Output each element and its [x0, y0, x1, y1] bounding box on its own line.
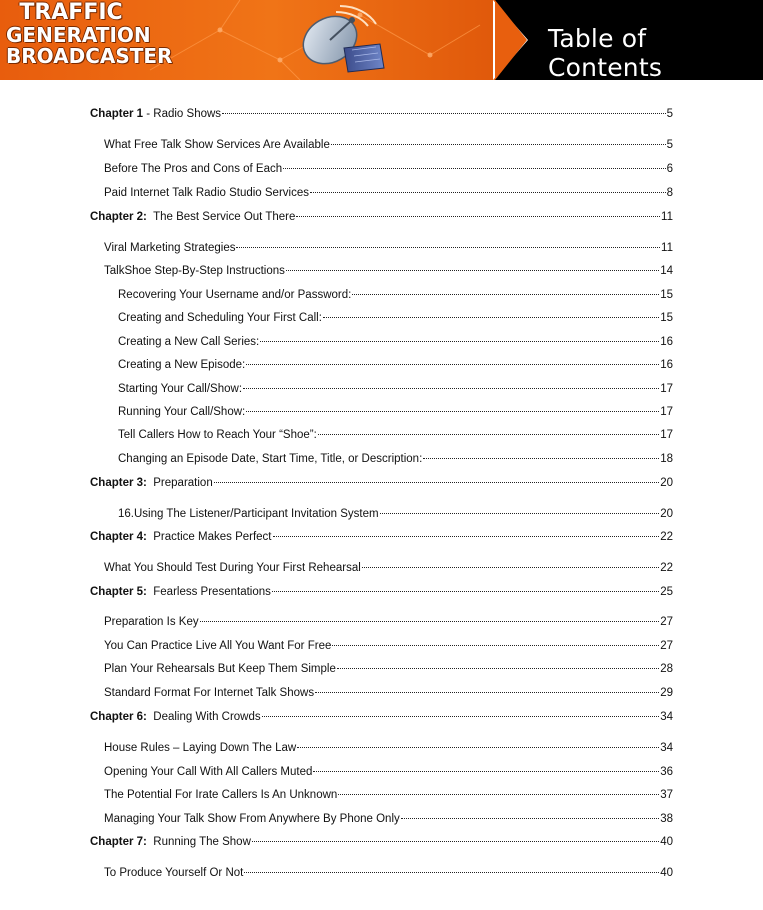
toc-page-number: 22 — [660, 531, 673, 543]
dot-leader — [286, 270, 659, 271]
toc-entry[interactable] — [118, 406, 673, 422]
toc-page-number: 17 — [660, 406, 673, 418]
toc-entry-title: Opening Your Call With All Callers Muted — [104, 766, 313, 778]
dot-leader — [380, 513, 660, 514]
dot-leader — [252, 841, 659, 842]
toc-page-number: 36 — [660, 766, 673, 778]
dot-leader — [310, 192, 666, 193]
toc-page-number: 5 — [666, 108, 673, 120]
dot-leader — [260, 341, 659, 342]
toc-entry-title: Radio Shows — [153, 108, 222, 120]
toc-entry-title: Viral Marketing Strategies — [104, 242, 236, 254]
toc-chapter-separator: - — [143, 108, 154, 120]
toc-page-number: 11 — [661, 242, 673, 254]
toc-entry-title: Before The Pros and Cons of Each — [104, 163, 283, 175]
toc-entry[interactable] — [104, 163, 673, 179]
toc-entry[interactable] — [104, 742, 673, 758]
toc-entry[interactable] — [104, 562, 673, 578]
toc-page-number: 34 — [660, 711, 673, 723]
toc-page-number: 40 — [660, 836, 673, 848]
satellite-dish-icon — [292, 4, 392, 78]
toc-entry[interactable] — [118, 312, 673, 328]
dot-leader — [337, 668, 659, 669]
toc-entry-title: Fearless Presentations — [153, 586, 271, 598]
toc-chapter-entry[interactable] — [90, 477, 673, 493]
toc-entry-title: Changing an Episode Date, Start Time, Title, or Description: — [118, 453, 423, 465]
logo-line-1: TRAFFIC — [19, 0, 123, 25]
toc-entry[interactable] — [104, 640, 673, 656]
dot-leader — [315, 692, 659, 693]
brand-logo — [6, 0, 173, 68]
toc-chapter-entry[interactable] — [90, 711, 673, 727]
toc-page-number: 28 — [660, 663, 673, 675]
toc-chapter-label: Chapter 1 — [90, 108, 144, 120]
toc-entry[interactable] — [104, 663, 673, 679]
toc-entry[interactable] — [104, 616, 673, 632]
toc-entry-title: Dealing With Crowds — [153, 711, 261, 723]
toc-page-number: 40 — [660, 867, 673, 879]
toc-entry-title: The Potential For Irate Callers Is An Unknown — [104, 789, 338, 801]
dot-leader — [401, 818, 659, 819]
toc-entry[interactable] — [104, 766, 673, 782]
toc-chapter-entry[interactable] — [90, 211, 673, 227]
page-title: Table of Contents — [548, 24, 663, 80]
toc-entry[interactable] — [118, 289, 673, 305]
toc-entry[interactable] — [104, 813, 673, 829]
toc-entry-title: Tell Callers How to Reach Your “Shoe”: — [118, 429, 317, 441]
toc-entry-title: House Rules – Laying Down The Law — [104, 742, 297, 754]
dot-leader — [297, 747, 659, 748]
toc-entry-title: 16.Using The Listener/Participant Invitation System — [118, 508, 379, 520]
toc-page-number: 15 — [660, 289, 673, 301]
dot-leader — [243, 388, 659, 389]
dot-leader — [332, 645, 659, 646]
dot-leader — [262, 716, 660, 717]
toc-entry[interactable] — [104, 265, 673, 281]
toc-page-number: 16 — [660, 359, 673, 371]
toc-entry[interactable] — [118, 453, 673, 469]
toc-chapter-label: Chapter 5: — [90, 586, 147, 598]
dot-leader — [236, 247, 660, 248]
toc-chapter-entry[interactable] — [90, 108, 673, 124]
toc-chapter-entry[interactable] — [90, 531, 673, 547]
toc-chapter-label: Chapter 6: — [90, 711, 147, 723]
toc-page-number: 8 — [666, 187, 673, 199]
toc-entry-title: Creating a New Episode: — [118, 359, 246, 371]
toc-page-number: 15 — [660, 312, 673, 324]
toc-page-number: 6 — [666, 163, 673, 175]
toc-entry-title: Managing Your Talk Show From Anywhere By Phone Only — [104, 813, 400, 825]
toc-page-number: 17 — [660, 429, 673, 441]
dot-leader — [423, 458, 659, 459]
toc-entry[interactable] — [104, 242, 673, 258]
toc-entry[interactable] — [104, 687, 673, 703]
toc-entry-title: Recovering Your Username and/or Password: — [118, 289, 352, 301]
header-banner — [0, 0, 763, 80]
toc-page-number: 22 — [660, 562, 673, 574]
toc-entry-title: Practice Makes Perfect — [153, 531, 272, 543]
toc-page-number: 38 — [660, 813, 673, 825]
dot-leader — [246, 411, 659, 412]
toc-entry-title: Creating and Scheduling Your First Call: — [118, 312, 322, 324]
dot-leader — [331, 144, 666, 145]
toc-page-number: 20 — [660, 508, 673, 520]
toc-entry-title: Preparation Is Key — [104, 616, 199, 628]
toc-entry[interactable] — [118, 359, 673, 375]
dot-leader — [214, 482, 659, 483]
dot-leader — [273, 536, 660, 537]
toc-entry-title: What You Should Test During Your First Rehearsal — [104, 562, 361, 574]
toc-entry-title: The Best Service Out There — [153, 211, 296, 223]
toc-entry[interactable] — [104, 187, 673, 203]
toc-page-number: 20 — [660, 477, 673, 489]
toc-entry[interactable] — [104, 867, 673, 883]
toc-entry-title: What Free Talk Show Services Are Available — [104, 139, 330, 151]
dot-leader — [323, 317, 659, 318]
toc-page-number: 18 — [660, 453, 673, 465]
dot-leader — [318, 434, 659, 435]
toc-entry-title: TalkShoe Step-By-Step Instructions — [104, 265, 285, 277]
toc-entry-title: Running The Show — [153, 836, 251, 848]
header-arrow — [495, 0, 527, 80]
toc-page-number: 34 — [660, 742, 673, 754]
logo-line-3: BROADCASTER — [6, 44, 173, 68]
toc-entry[interactable] — [118, 508, 673, 524]
toc-entry[interactable] — [118, 429, 673, 445]
toc-page-number: 27 — [660, 640, 673, 652]
toc-entry[interactable] — [104, 789, 673, 805]
toc-entry[interactable] — [118, 336, 673, 352]
toc-entry-title: Creating a New Call Series: — [118, 336, 260, 348]
logo-line-2: GENERATION — [6, 23, 151, 47]
dot-leader — [200, 621, 660, 622]
toc-chapter-entry[interactable] — [90, 586, 673, 602]
toc-entry-title: Preparation — [153, 477, 213, 489]
dot-leader — [313, 771, 659, 772]
toc-chapter-label: Chapter 2: — [90, 211, 147, 223]
toc-entry-title: Standard Format For Internet Talk Shows — [104, 687, 315, 699]
dot-leader — [362, 567, 659, 568]
toc-entry[interactable] — [104, 139, 673, 155]
toc-chapter-label: Chapter 3: — [90, 477, 147, 489]
toc-entry[interactable] — [118, 383, 673, 399]
dot-leader — [246, 364, 659, 365]
toc-entry-title: Starting Your Call/Show: — [118, 383, 243, 395]
toc-page-number: 29 — [660, 687, 673, 699]
toc-chapter-label: Chapter 7: — [90, 836, 147, 848]
toc-page-number: 5 — [666, 139, 673, 151]
dot-leader — [352, 294, 659, 295]
toc-page-number: 25 — [660, 586, 673, 598]
toc-page-number: 37 — [660, 789, 673, 801]
dot-leader — [296, 216, 660, 217]
toc-page-number: 16 — [660, 336, 673, 348]
toc-entry-title: Plan Your Rehearsals But Keep Them Simple — [104, 663, 336, 675]
dot-leader — [338, 794, 659, 795]
toc-entry-title: Running Your Call/Show: — [118, 406, 246, 418]
toc-page-number: 11 — [661, 211, 673, 223]
dot-leader — [244, 872, 659, 873]
dot-leader — [283, 168, 665, 169]
toc-entry-title: To Produce Yourself Or Not — [104, 867, 244, 879]
toc-entry-title: Paid Internet Talk Radio Studio Services — [104, 187, 309, 199]
toc-entry-title: You Can Practice Live All You Want For Free — [104, 640, 332, 652]
toc-chapter-entry[interactable] — [90, 836, 673, 852]
dot-leader — [222, 113, 666, 114]
toc-chapter-label: Chapter 4: — [90, 531, 147, 543]
dot-leader — [272, 591, 659, 592]
toc-page-number: 27 — [660, 616, 673, 628]
toc-page-number: 14 — [660, 265, 673, 277]
toc-page-number: 17 — [660, 383, 673, 395]
